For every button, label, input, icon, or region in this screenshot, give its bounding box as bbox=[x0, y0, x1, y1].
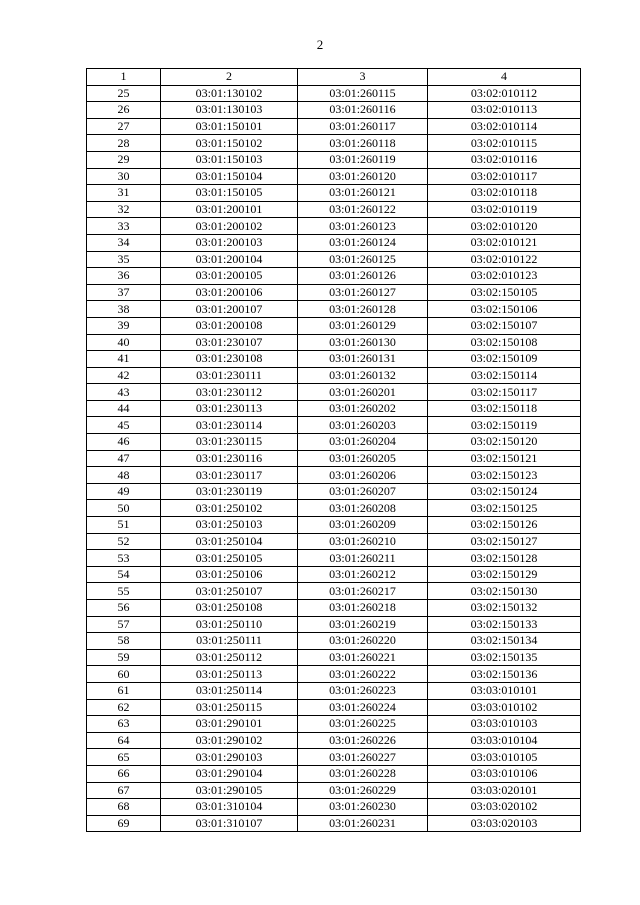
table-cell-col-2: 03:01:230116 bbox=[161, 450, 298, 467]
column-header-4: 4 bbox=[428, 69, 581, 86]
table-row bbox=[87, 168, 581, 185]
table-cell-col-1: 34 bbox=[87, 234, 161, 251]
table-cell-col-4: 03:02:150123 bbox=[428, 467, 581, 484]
table-cell-col-4: 03:03:010104 bbox=[428, 732, 581, 749]
table-row bbox=[87, 649, 581, 666]
table-cell-col-3: 03:01:260132 bbox=[298, 367, 428, 384]
table-cell-col-4: 03:02:150118 bbox=[428, 400, 581, 417]
table-cell-col-1: 41 bbox=[87, 351, 161, 368]
table-cell-col-1: 37 bbox=[87, 284, 161, 301]
table-cell-col-4: 03:03:020103 bbox=[428, 815, 581, 832]
table-cell-col-1: 59 bbox=[87, 649, 161, 666]
table-cell-col-1: 51 bbox=[87, 517, 161, 534]
table-cell-col-4: 03:02:150114 bbox=[428, 367, 581, 384]
table-cell-col-4: 03:02:150109 bbox=[428, 351, 581, 368]
table-cell-col-2: 03:01:200102 bbox=[161, 218, 298, 235]
table-row bbox=[87, 533, 581, 550]
table-cell-col-2: 03:01:230108 bbox=[161, 351, 298, 368]
table-row bbox=[87, 517, 581, 534]
table-row bbox=[87, 815, 581, 832]
table-cell-col-1: 57 bbox=[87, 616, 161, 633]
table-row bbox=[87, 699, 581, 716]
table-cell-col-3: 03:01:260230 bbox=[298, 799, 428, 816]
table-cell-col-1: 28 bbox=[87, 135, 161, 152]
table-cell-col-2: 03:01:230113 bbox=[161, 400, 298, 417]
table-row bbox=[87, 765, 581, 782]
table-cell-col-3: 03:01:260203 bbox=[298, 417, 428, 434]
table-cell-col-2: 03:01:230111 bbox=[161, 367, 298, 384]
table-cell-col-2: 03:01:290102 bbox=[161, 732, 298, 749]
table-row bbox=[87, 682, 581, 699]
table-cell-col-1: 65 bbox=[87, 749, 161, 766]
table-cell-col-2: 03:01:230117 bbox=[161, 467, 298, 484]
table-cell-col-2: 03:01:150103 bbox=[161, 151, 298, 168]
table-cell-col-1: 69 bbox=[87, 815, 161, 832]
table-cell-col-3: 03:01:260117 bbox=[298, 118, 428, 135]
table-cell-col-4: 03:02:150119 bbox=[428, 417, 581, 434]
table-cell-col-3: 03:01:260122 bbox=[298, 201, 428, 218]
table-cell-col-3: 03:01:260116 bbox=[298, 102, 428, 119]
table-cell-col-1: 49 bbox=[87, 483, 161, 500]
table-cell-col-4: 03:02:150124 bbox=[428, 483, 581, 500]
table-row bbox=[87, 251, 581, 268]
table-cell-col-3: 03:01:260130 bbox=[298, 334, 428, 351]
table-cell-col-3: 03:01:260205 bbox=[298, 450, 428, 467]
table-row bbox=[87, 716, 581, 733]
table-cell-col-2: 03:01:150104 bbox=[161, 168, 298, 185]
table-cell-col-3: 03:01:260127 bbox=[298, 284, 428, 301]
table-cell-col-2: 03:01:290101 bbox=[161, 716, 298, 733]
table-cell-col-1: 36 bbox=[87, 268, 161, 285]
table-cell-col-4: 03:02:150106 bbox=[428, 301, 581, 318]
table-row bbox=[87, 600, 581, 617]
table-cell-col-1: 58 bbox=[87, 633, 161, 650]
column-header-2: 2 bbox=[161, 69, 298, 86]
table-row bbox=[87, 583, 581, 600]
table-cell-col-3: 03:01:260126 bbox=[298, 268, 428, 285]
table-cell-col-2: 03:01:250111 bbox=[161, 633, 298, 650]
table-cell-col-2: 03:01:250106 bbox=[161, 566, 298, 583]
table-cell-col-1: 27 bbox=[87, 118, 161, 135]
table-cell-col-4: 03:02:010116 bbox=[428, 151, 581, 168]
page-number: 2 bbox=[316, 37, 324, 52]
table-header-row bbox=[87, 69, 581, 86]
table-cell-col-4: 03:02:010117 bbox=[428, 168, 581, 185]
table-row bbox=[87, 151, 581, 168]
table-row bbox=[87, 268, 581, 285]
table-cell-col-3: 03:01:260225 bbox=[298, 716, 428, 733]
table-cell-col-3: 03:01:260219 bbox=[298, 616, 428, 633]
table-cell-col-4: 03:02:150120 bbox=[428, 434, 581, 451]
table-row bbox=[87, 135, 581, 152]
table-cell-col-1: 46 bbox=[87, 434, 161, 451]
table-cell-col-2: 03:01:230119 bbox=[161, 483, 298, 500]
table-row bbox=[87, 367, 581, 384]
table-cell-col-3: 03:01:260210 bbox=[298, 533, 428, 550]
table-cell-col-4: 03:02:150126 bbox=[428, 517, 581, 534]
table-cell-col-4: 03:02:150134 bbox=[428, 633, 581, 650]
table-cell-col-4: 03:02:010121 bbox=[428, 234, 581, 251]
table-row bbox=[87, 317, 581, 334]
table-cell-col-4: 03:02:150132 bbox=[428, 600, 581, 617]
table-row bbox=[87, 500, 581, 517]
table-row bbox=[87, 85, 581, 102]
table-cell-col-3: 03:01:260118 bbox=[298, 135, 428, 152]
table-cell-col-2: 03:01:250103 bbox=[161, 517, 298, 534]
table-cell-col-2: 03:01:290105 bbox=[161, 782, 298, 799]
table-cell-col-2: 03:01:310104 bbox=[161, 799, 298, 816]
table-row bbox=[87, 749, 581, 766]
table-row bbox=[87, 201, 581, 218]
table-cell-col-4: 03:02:010123 bbox=[428, 268, 581, 285]
table-cell-col-4: 03:02:150125 bbox=[428, 500, 581, 517]
table-cell-col-2: 03:01:200108 bbox=[161, 317, 298, 334]
table-cell-col-2: 03:01:200101 bbox=[161, 201, 298, 218]
table-row bbox=[87, 782, 581, 799]
table-cell-col-3: 03:01:260204 bbox=[298, 434, 428, 451]
table-row bbox=[87, 483, 581, 500]
table-row bbox=[87, 400, 581, 417]
table-row bbox=[87, 434, 581, 451]
table-cell-col-2: 03:01:250114 bbox=[161, 682, 298, 699]
table-cell-col-4: 03:02:150127 bbox=[428, 533, 581, 550]
table-cell-col-2: 03:01:200106 bbox=[161, 284, 298, 301]
table-row bbox=[87, 550, 581, 567]
table-cell-col-3: 03:01:260131 bbox=[298, 351, 428, 368]
table-cell-col-4: 03:02:150129 bbox=[428, 566, 581, 583]
table-cell-col-2: 03:01:250112 bbox=[161, 649, 298, 666]
table-cell-col-3: 03:01:260115 bbox=[298, 85, 428, 102]
table-row bbox=[87, 666, 581, 683]
table-cell-col-1: 63 bbox=[87, 716, 161, 733]
table-cell-col-2: 03:01:150105 bbox=[161, 185, 298, 202]
table-cell-col-4: 03:02:150105 bbox=[428, 284, 581, 301]
table-cell-col-2: 03:01:150101 bbox=[161, 118, 298, 135]
table-cell-col-2: 03:01:230112 bbox=[161, 384, 298, 401]
data-table bbox=[86, 68, 581, 832]
column-header-3: 3 bbox=[298, 69, 428, 86]
table-cell-col-1: 61 bbox=[87, 682, 161, 699]
table-cell-col-3: 03:01:260120 bbox=[298, 168, 428, 185]
table-row bbox=[87, 616, 581, 633]
table-cell-col-4: 03:02:010122 bbox=[428, 251, 581, 268]
table-cell-col-4: 03:02:010119 bbox=[428, 201, 581, 218]
table-cell-col-3: 03:01:260201 bbox=[298, 384, 428, 401]
table-cell-col-4: 03:03:020102 bbox=[428, 799, 581, 816]
table-cell-col-3: 03:01:260202 bbox=[298, 400, 428, 417]
table-cell-col-2: 03:01:200103 bbox=[161, 234, 298, 251]
table-cell-col-4: 03:03:010102 bbox=[428, 699, 581, 716]
table-cell-col-4: 03:02:010120 bbox=[428, 218, 581, 235]
table-cell-col-1: 35 bbox=[87, 251, 161, 268]
table-cell-col-3: 03:01:260220 bbox=[298, 633, 428, 650]
table-row bbox=[87, 351, 581, 368]
table-cell-col-1: 68 bbox=[87, 799, 161, 816]
table-cell-col-2: 03:01:200105 bbox=[161, 268, 298, 285]
table-cell-col-4: 03:03:010105 bbox=[428, 749, 581, 766]
table-row bbox=[87, 118, 581, 135]
table-cell-col-1: 38 bbox=[87, 301, 161, 318]
table-cell-col-4: 03:03:010101 bbox=[428, 682, 581, 699]
table-cell-col-3: 03:01:260119 bbox=[298, 151, 428, 168]
table-cell-col-1: 64 bbox=[87, 732, 161, 749]
table-cell-col-4: 03:02:010112 bbox=[428, 85, 581, 102]
table-row bbox=[87, 799, 581, 816]
table-cell-col-3: 03:01:260223 bbox=[298, 682, 428, 699]
table-cell-col-4: 03:02:150136 bbox=[428, 666, 581, 683]
table-cell-col-2: 03:01:230107 bbox=[161, 334, 298, 351]
table-row bbox=[87, 234, 581, 251]
table-cell-col-4: 03:02:010114 bbox=[428, 118, 581, 135]
table-cell-col-2: 03:01:250113 bbox=[161, 666, 298, 683]
table-cell-col-1: 40 bbox=[87, 334, 161, 351]
table-cell-col-1: 55 bbox=[87, 583, 161, 600]
table-cell-col-4: 03:03:010106 bbox=[428, 765, 581, 782]
table-cell-col-3: 03:01:260229 bbox=[298, 782, 428, 799]
table-cell-col-1: 52 bbox=[87, 533, 161, 550]
table-row bbox=[87, 417, 581, 434]
table-cell-col-2: 03:01:230115 bbox=[161, 434, 298, 451]
table-cell-col-1: 42 bbox=[87, 367, 161, 384]
table-row bbox=[87, 566, 581, 583]
table-cell-col-4: 03:03:010103 bbox=[428, 716, 581, 733]
table-cell-col-1: 47 bbox=[87, 450, 161, 467]
table-cell-col-3: 03:01:260207 bbox=[298, 483, 428, 500]
table-cell-col-1: 66 bbox=[87, 765, 161, 782]
table-cell-col-4: 03:02:150121 bbox=[428, 450, 581, 467]
table-cell-col-3: 03:01:260125 bbox=[298, 251, 428, 268]
table-cell-col-1: 25 bbox=[87, 85, 161, 102]
table-cell-col-1: 50 bbox=[87, 500, 161, 517]
table-body bbox=[87, 85, 581, 832]
table-cell-col-4: 03:02:010113 bbox=[428, 102, 581, 119]
table-cell-col-4: 03:02:150128 bbox=[428, 550, 581, 567]
table-cell-col-1: 32 bbox=[87, 201, 161, 218]
column-header-1: 1 bbox=[87, 69, 161, 86]
table-cell-col-2: 03:01:130103 bbox=[161, 102, 298, 119]
table-cell-col-2: 03:01:250104 bbox=[161, 533, 298, 550]
table-cell-col-1: 30 bbox=[87, 168, 161, 185]
table-cell-col-2: 03:01:290103 bbox=[161, 749, 298, 766]
table-cell-col-3: 03:01:260129 bbox=[298, 317, 428, 334]
table-cell-col-1: 53 bbox=[87, 550, 161, 567]
table-row bbox=[87, 633, 581, 650]
table-cell-col-4: 03:02:150133 bbox=[428, 616, 581, 633]
table-cell-col-1: 48 bbox=[87, 467, 161, 484]
table-cell-col-1: 62 bbox=[87, 699, 161, 716]
table-cell-col-3: 03:01:260218 bbox=[298, 600, 428, 617]
table-cell-col-3: 03:01:260128 bbox=[298, 301, 428, 318]
table-cell-col-1: 39 bbox=[87, 317, 161, 334]
table-cell-col-2: 03:01:250105 bbox=[161, 550, 298, 567]
table-cell-col-1: 44 bbox=[87, 400, 161, 417]
table-cell-col-1: 45 bbox=[87, 417, 161, 434]
table-row bbox=[87, 301, 581, 318]
table-cell-col-2: 03:01:290104 bbox=[161, 765, 298, 782]
table-cell-col-1: 54 bbox=[87, 566, 161, 583]
table-cell-col-3: 03:01:260222 bbox=[298, 666, 428, 683]
table-cell-col-2: 03:01:250110 bbox=[161, 616, 298, 633]
table-row bbox=[87, 732, 581, 749]
table-cell-col-1: 26 bbox=[87, 102, 161, 119]
table-cell-col-2: 03:01:130102 bbox=[161, 85, 298, 102]
table-cell-col-3: 03:01:260226 bbox=[298, 732, 428, 749]
table-cell-col-2: 03:01:250115 bbox=[161, 699, 298, 716]
table-cell-col-3: 03:01:260212 bbox=[298, 566, 428, 583]
table-cell-col-2: 03:01:200107 bbox=[161, 301, 298, 318]
table-cell-col-2: 03:01:310107 bbox=[161, 815, 298, 832]
table-cell-col-3: 03:01:260206 bbox=[298, 467, 428, 484]
table-row bbox=[87, 467, 581, 484]
table-cell-col-1: 29 bbox=[87, 151, 161, 168]
table-cell-col-1: 60 bbox=[87, 666, 161, 683]
table-cell-col-3: 03:01:260228 bbox=[298, 765, 428, 782]
table-row bbox=[87, 102, 581, 119]
table-cell-col-3: 03:01:260121 bbox=[298, 185, 428, 202]
table-cell-col-3: 03:01:260123 bbox=[298, 218, 428, 235]
table-cell-col-3: 03:01:260224 bbox=[298, 699, 428, 716]
table-cell-col-3: 03:01:260124 bbox=[298, 234, 428, 251]
table-row bbox=[87, 284, 581, 301]
table-cell-col-3: 03:01:260231 bbox=[298, 815, 428, 832]
table-cell-col-4: 03:02:010115 bbox=[428, 135, 581, 152]
table-cell-col-2: 03:01:200104 bbox=[161, 251, 298, 268]
table-cell-col-4: 03:02:150107 bbox=[428, 317, 581, 334]
table-row bbox=[87, 185, 581, 202]
table-cell-col-4: 03:02:150117 bbox=[428, 384, 581, 401]
table-row bbox=[87, 450, 581, 467]
table-cell-col-1: 43 bbox=[87, 384, 161, 401]
table-cell-col-1: 56 bbox=[87, 600, 161, 617]
table-cell-col-2: 03:01:250108 bbox=[161, 600, 298, 617]
table-cell-col-2: 03:01:150102 bbox=[161, 135, 298, 152]
table-cell-col-4: 03:03:020101 bbox=[428, 782, 581, 799]
table-cell-col-4: 03:02:010118 bbox=[428, 185, 581, 202]
table-cell-col-4: 03:02:150135 bbox=[428, 649, 581, 666]
table-cell-col-4: 03:02:150108 bbox=[428, 334, 581, 351]
table-cell-col-3: 03:01:260211 bbox=[298, 550, 428, 567]
table-cell-col-4: 03:02:150130 bbox=[428, 583, 581, 600]
table-cell-col-3: 03:01:260217 bbox=[298, 583, 428, 600]
table-cell-col-1: 67 bbox=[87, 782, 161, 799]
table-row bbox=[87, 384, 581, 401]
table-cell-col-2: 03:01:250107 bbox=[161, 583, 298, 600]
table-cell-col-2: 03:01:250102 bbox=[161, 500, 298, 517]
table-cell-col-1: 33 bbox=[87, 218, 161, 235]
table-cell-col-3: 03:01:260227 bbox=[298, 749, 428, 766]
table-cell-col-1: 31 bbox=[87, 185, 161, 202]
table-cell-col-3: 03:01:260208 bbox=[298, 500, 428, 517]
table-row bbox=[87, 218, 581, 235]
table-cell-col-2: 03:01:230114 bbox=[161, 417, 298, 434]
table-cell-col-3: 03:01:260209 bbox=[298, 517, 428, 534]
table-row bbox=[87, 334, 581, 351]
table-cell-col-3: 03:01:260221 bbox=[298, 649, 428, 666]
